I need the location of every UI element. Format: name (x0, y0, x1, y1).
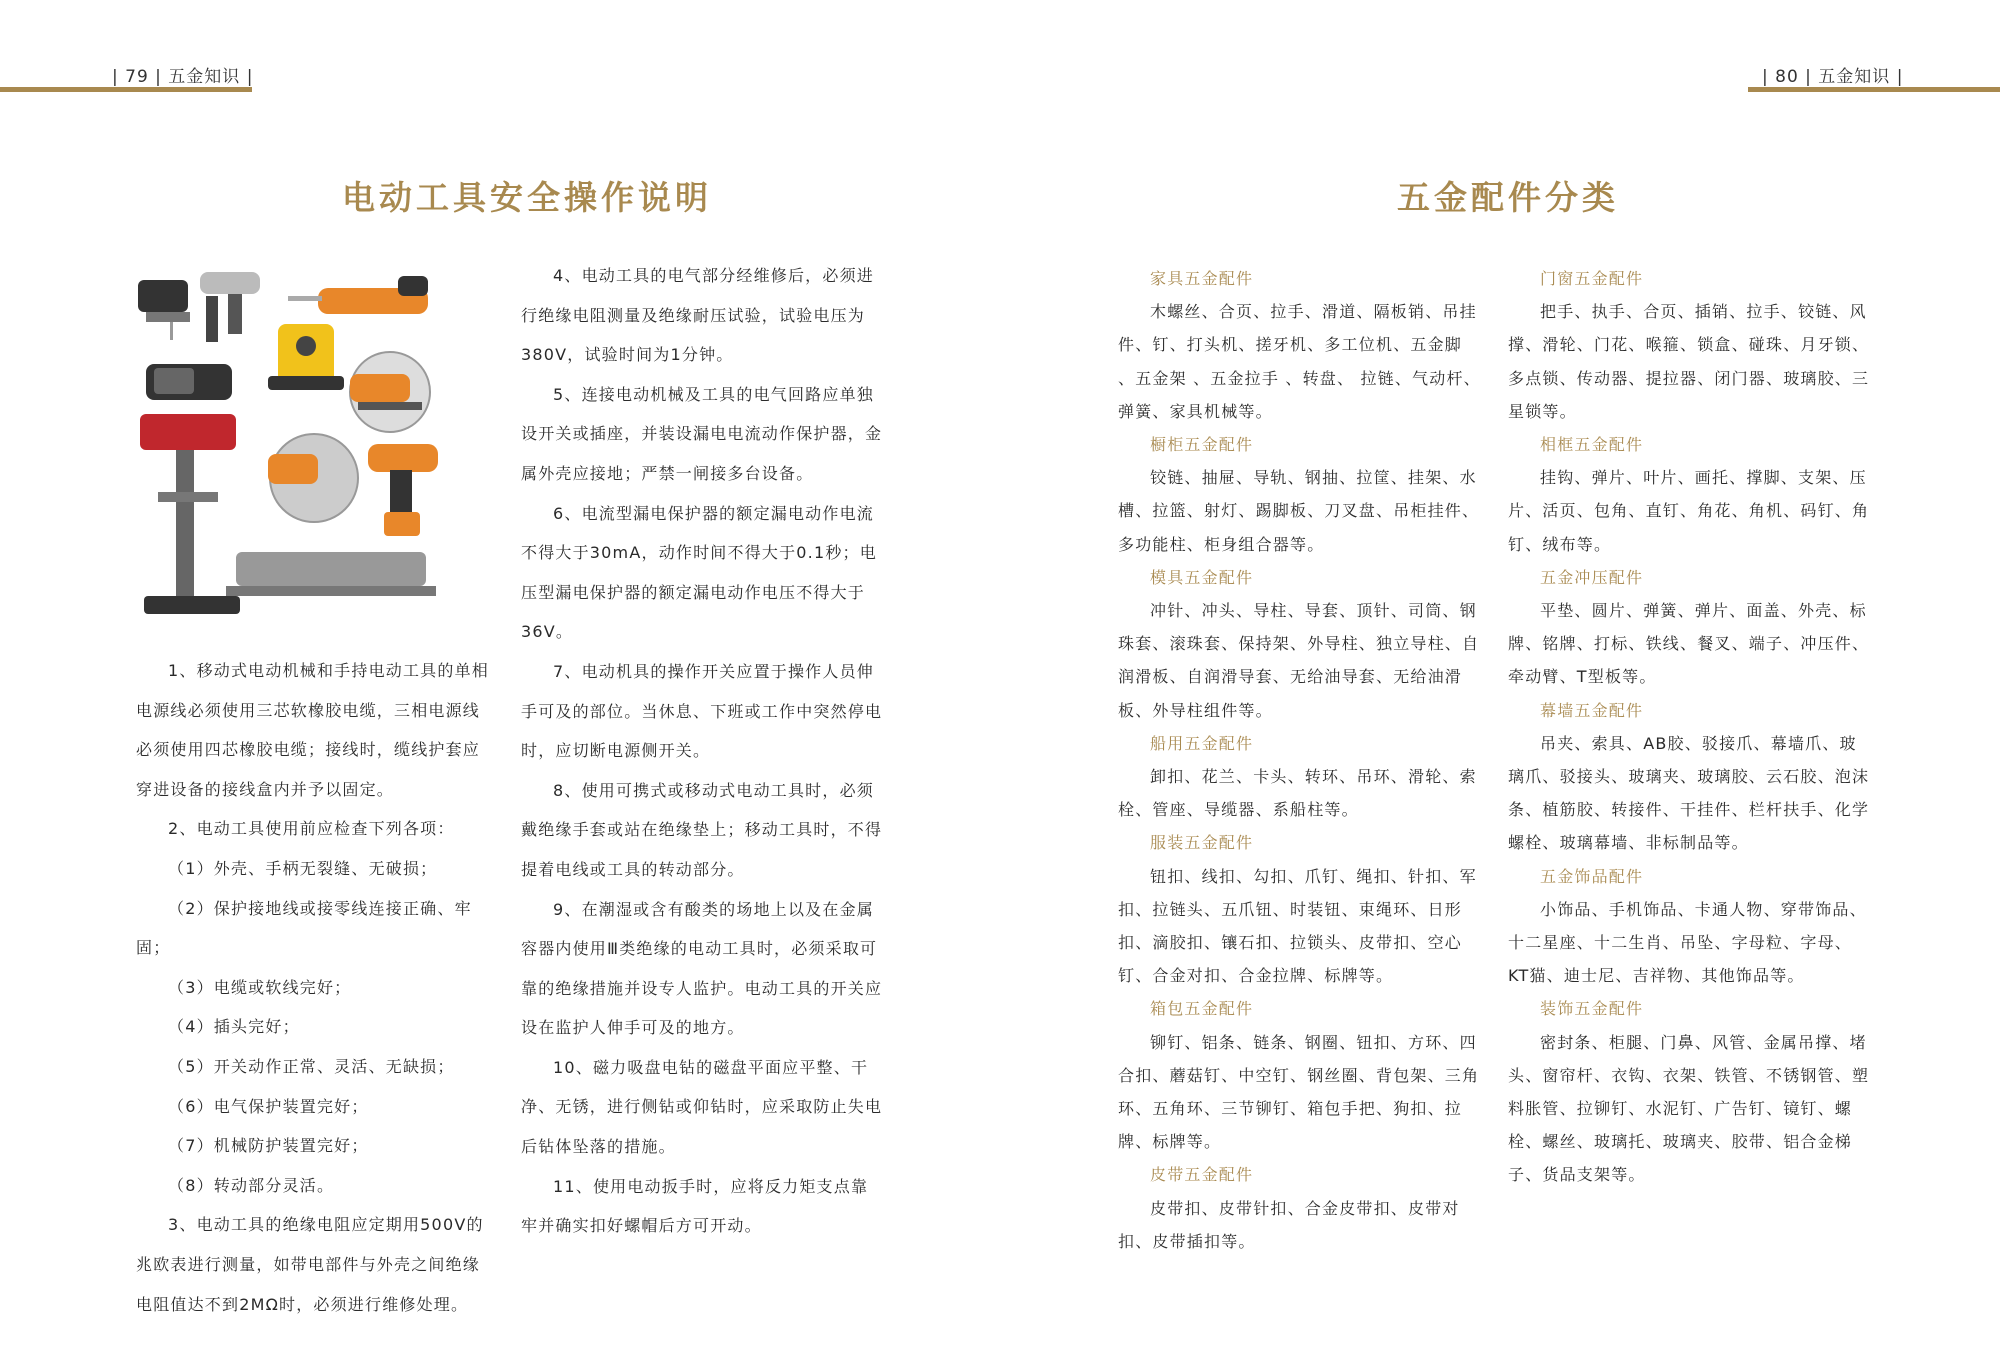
category-title: 相框五金配件 (1540, 435, 1644, 455)
check-item: （6）电气保护装置完好； (168, 1096, 369, 1116)
jigsaw-icon (138, 280, 190, 340)
category-block (1508, 561, 1873, 694)
category-title: 家具五金配件 (1150, 269, 1254, 288)
category-body: 小饰品、手机饰品、卡通人物、穿带饰品、十二星座、十二生肖、吊坠、字母粒、字母、KT猫、迪士尼、吉祥物、其他饰品等。 (1508, 899, 1867, 986)
category-block (1118, 262, 1484, 428)
category-block (1118, 826, 1484, 992)
category-body: 卸扣、花兰、卡头、转环、吊环、滑轮、索栓、管座、导缆器、系船柱等。 (1118, 767, 1477, 820)
paragraph: 6、电流型漏电保护器的额定漏电动作电流不得大于30mA，动作时间不得大于0.1秒；电压型漏电保护器的额定漏电动作电压不得大于36V。 (521, 503, 877, 642)
check-item: （3）电缆或软线完好； (168, 977, 352, 997)
text-column-2 (521, 256, 884, 1246)
category-column-left (1118, 262, 1484, 1258)
category-body: 皮带扣、皮带针扣、合金皮带扣、皮带对扣、皮带插扣等。 (1118, 1198, 1460, 1251)
cordless-drill-icon (368, 444, 438, 536)
paragraph: 10、磁力吸盘电钻的磁盘平面应平整、干净、无锈，进行侧钻或仰钻时，应采取防止失电后钻体坠落的措施。 (521, 1057, 883, 1157)
category-title: 服装五金配件 (1150, 833, 1254, 853)
paragraph: 7、电动机具的操作开关应置于操作人员伸手可及的部位。当休息、下班或工作中突然停电时，应切断电源侧开关。 (521, 661, 883, 761)
page-number-left: | 79 | 五金知识 | (112, 67, 254, 87)
category-block (1118, 428, 1484, 561)
check-item: （1）外壳、手柄无裂缝、无破损； (168, 858, 438, 878)
category-block (1508, 428, 1873, 561)
paragraph: 2、电动工具使用前应检查下列各项： (168, 819, 455, 839)
category-block (1508, 694, 1873, 860)
category-title: 门窗五金配件 (1540, 269, 1644, 288)
header-rule-right (1748, 87, 2000, 92)
category-block (1508, 992, 1873, 1191)
category-body: 铰链、抽屉、导轨、钢抽、拉筐、挂架、水槽、拉篮、射灯、踢脚板、刀叉盘、吊柜挂件、多功能柱、柜身组合器等。 (1118, 468, 1480, 554)
check-item: （4）插头完好； (168, 1017, 300, 1037)
category-body: 密封条、柜腿、门鼻、风管、金属吊撑、堵头、窗帘杆、衣钩、衣架、铁管、不锈钢管、塑料胀管、拉铆钉、水泥钉、广告钉、镜钉、螺栓、螺丝、玻璃托、玻璃夹、胶带、铝合金梯子、货品支架等。 (1508, 1032, 1870, 1185)
category-title: 模具五金配件 (1150, 567, 1254, 587)
check-item: （5）开关动作正常、灵活、无缺损； (168, 1056, 455, 1076)
paragraph: 9、在潮湿或含有酸类的场地上以及在金属容器内使用Ⅲ类绝缘的电动工具时，必须采取可靠的绝缘措施并设专人监护。电动工具的开关应设在监护人伸手可及的地方。 (521, 899, 883, 1038)
paragraph: 1、移动式电动机械和手持电动工具的单相电源线必须使用三芯软橡胶电缆，三相电源线必须使用四芯橡胶电缆；接线时，缆线护套应穿进设备的接线盒内并予以固定。 (136, 661, 489, 799)
category-body: 木螺丝、合页、拉手、滑道、隔板销、吊挂件、钉、打头机、搓牙机、多工位机、五金脚 、五金架 、五金拉手 、转盘、 拉链、气动杆、弹簧、家具机械等。 (1118, 302, 1481, 421)
page-title-right: 五金配件分类 (1397, 178, 1619, 217)
page-header-right (1748, 54, 2000, 92)
check-item: （8）转动部分灵活。 (168, 1175, 335, 1195)
header-rule-left (0, 87, 252, 92)
page-header-left (0, 54, 252, 92)
check-item: （2）保护接地线或接零线连接正确、牢固； (136, 898, 472, 958)
category-title: 五金饰品配件 (1540, 866, 1644, 886)
category-body: 钮扣、线扣、勾扣、爪钉、绳扣、针扣、军扣、拉链头、五爪钮、时装钮、束绳环、日形扣、滴胶扣、镶石扣、拉锁头、皮带扣、空心钉、合金对扣、合金拉牌、标牌等。 (1118, 866, 1477, 986)
drill-press-icon (140, 414, 240, 614)
category-title: 幕墙五金配件 (1540, 700, 1644, 720)
category-body: 挂钩、弹片、叶片、画托、撑脚、支架、压片、活页、包角、直钉、角花、角机、码钉、角钉、绒布等。 (1508, 468, 1870, 554)
category-title: 五金冲压配件 (1540, 567, 1644, 587)
category-column-right (1508, 262, 1873, 1192)
category-block (1118, 561, 1484, 727)
category-block (1508, 262, 1873, 428)
category-body: 平垫、圆片、弹簧、弹片、面盖、外壳、标牌、铭牌、打标、铁线、餐叉、端子、冲压件、牵动臂、T型板等。 (1508, 601, 1870, 687)
paragraph: 4、电动工具的电气部分经维修后，必须进行绝缘电阻测量及绝缘耐压试验，试验电压为380V，试验时间为1分钟。 (521, 266, 874, 365)
category-block (1118, 992, 1484, 1158)
paragraph: 3、电动工具的绝缘电阻应定期用500V的兆欧表进行测量，如带电部件与外壳之间绝缘电阻值达不到2MΩ时，必须进行维修处理。 (136, 1215, 484, 1314)
nail-gun-icon (200, 272, 260, 342)
category-title: 橱柜五金配件 (1150, 435, 1254, 455)
category-title: 箱包五金配件 (1150, 999, 1254, 1019)
category-title: 船用五金配件 (1150, 733, 1254, 753)
reciprocating-saw-icon (288, 276, 428, 314)
category-body: 冲针、冲头、导柱、导套、顶针、司筒、钢珠套、滚珠套、保持架、外导柱、独立导柱、自润滑板、自润滑导套、无给油导套、无给油滑板、外导柱组件等。 (1118, 601, 1480, 720)
category-title: 皮带五金配件 (1150, 1165, 1254, 1185)
check-item: （7）机械防护装置完好； (168, 1136, 369, 1156)
belt-sander-icon (146, 364, 232, 400)
paragraph: 8、使用可携式或移动式电动工具时，必须戴绝缘手套或站在绝缘垫上；移动工具时，不得提着电线或工具的转动部分。 (521, 780, 883, 879)
category-body: 吊夹、索具、AB胶、驳接爪、幕墙爪、玻璃爪、驳接头、玻璃夹、玻璃胶、云石胶、泡沫条、植筋胶、转接件、干挂件、栏杆扶手、化学螺栓、玻璃幕墙、非标制品等。 (1508, 733, 1870, 853)
page-title-left: 电动工具安全操作说明 (342, 178, 712, 217)
category-block (1508, 860, 1873, 993)
paragraph: 11、使用电动扳手时，应将反力矩支点靠牢并确实扣好螺帽后方可开动。 (521, 1176, 869, 1236)
power-tools-image (128, 266, 488, 636)
router-icon (268, 324, 344, 390)
category-title: 装饰五金配件 (1540, 999, 1644, 1019)
page-number-right: | 80 | 五金知识 | (1762, 67, 1904, 87)
paragraph: 5、连接电动机械及工具的电气回路应单独设开关或插座，并装设漏电电流动作保护器，金属外壳应接地；严禁一闸接多台设备。 (521, 384, 883, 483)
text-column-1 (136, 651, 496, 1324)
circular-saw-icon (350, 352, 430, 432)
category-block (1118, 727, 1484, 827)
category-body: 铆钉、铝条、链条、钢圈、钮扣、方环、四合扣、蘑菇钉、中空钉、钢丝圈、背包架、三角环、五角环、三节铆钉、箱包手把、狗扣、拉牌、标牌等。 (1118, 1032, 1480, 1152)
category-block (1118, 1158, 1484, 1258)
category-body: 把手、执手、合页、插销、拉手、铰链、风撑、滑轮、门花、喉箍、锁盒、碰珠、月牙锁、多点锁、传动器、提拉器、闭门器、玻璃胶、三星锁等。 (1508, 302, 1870, 421)
